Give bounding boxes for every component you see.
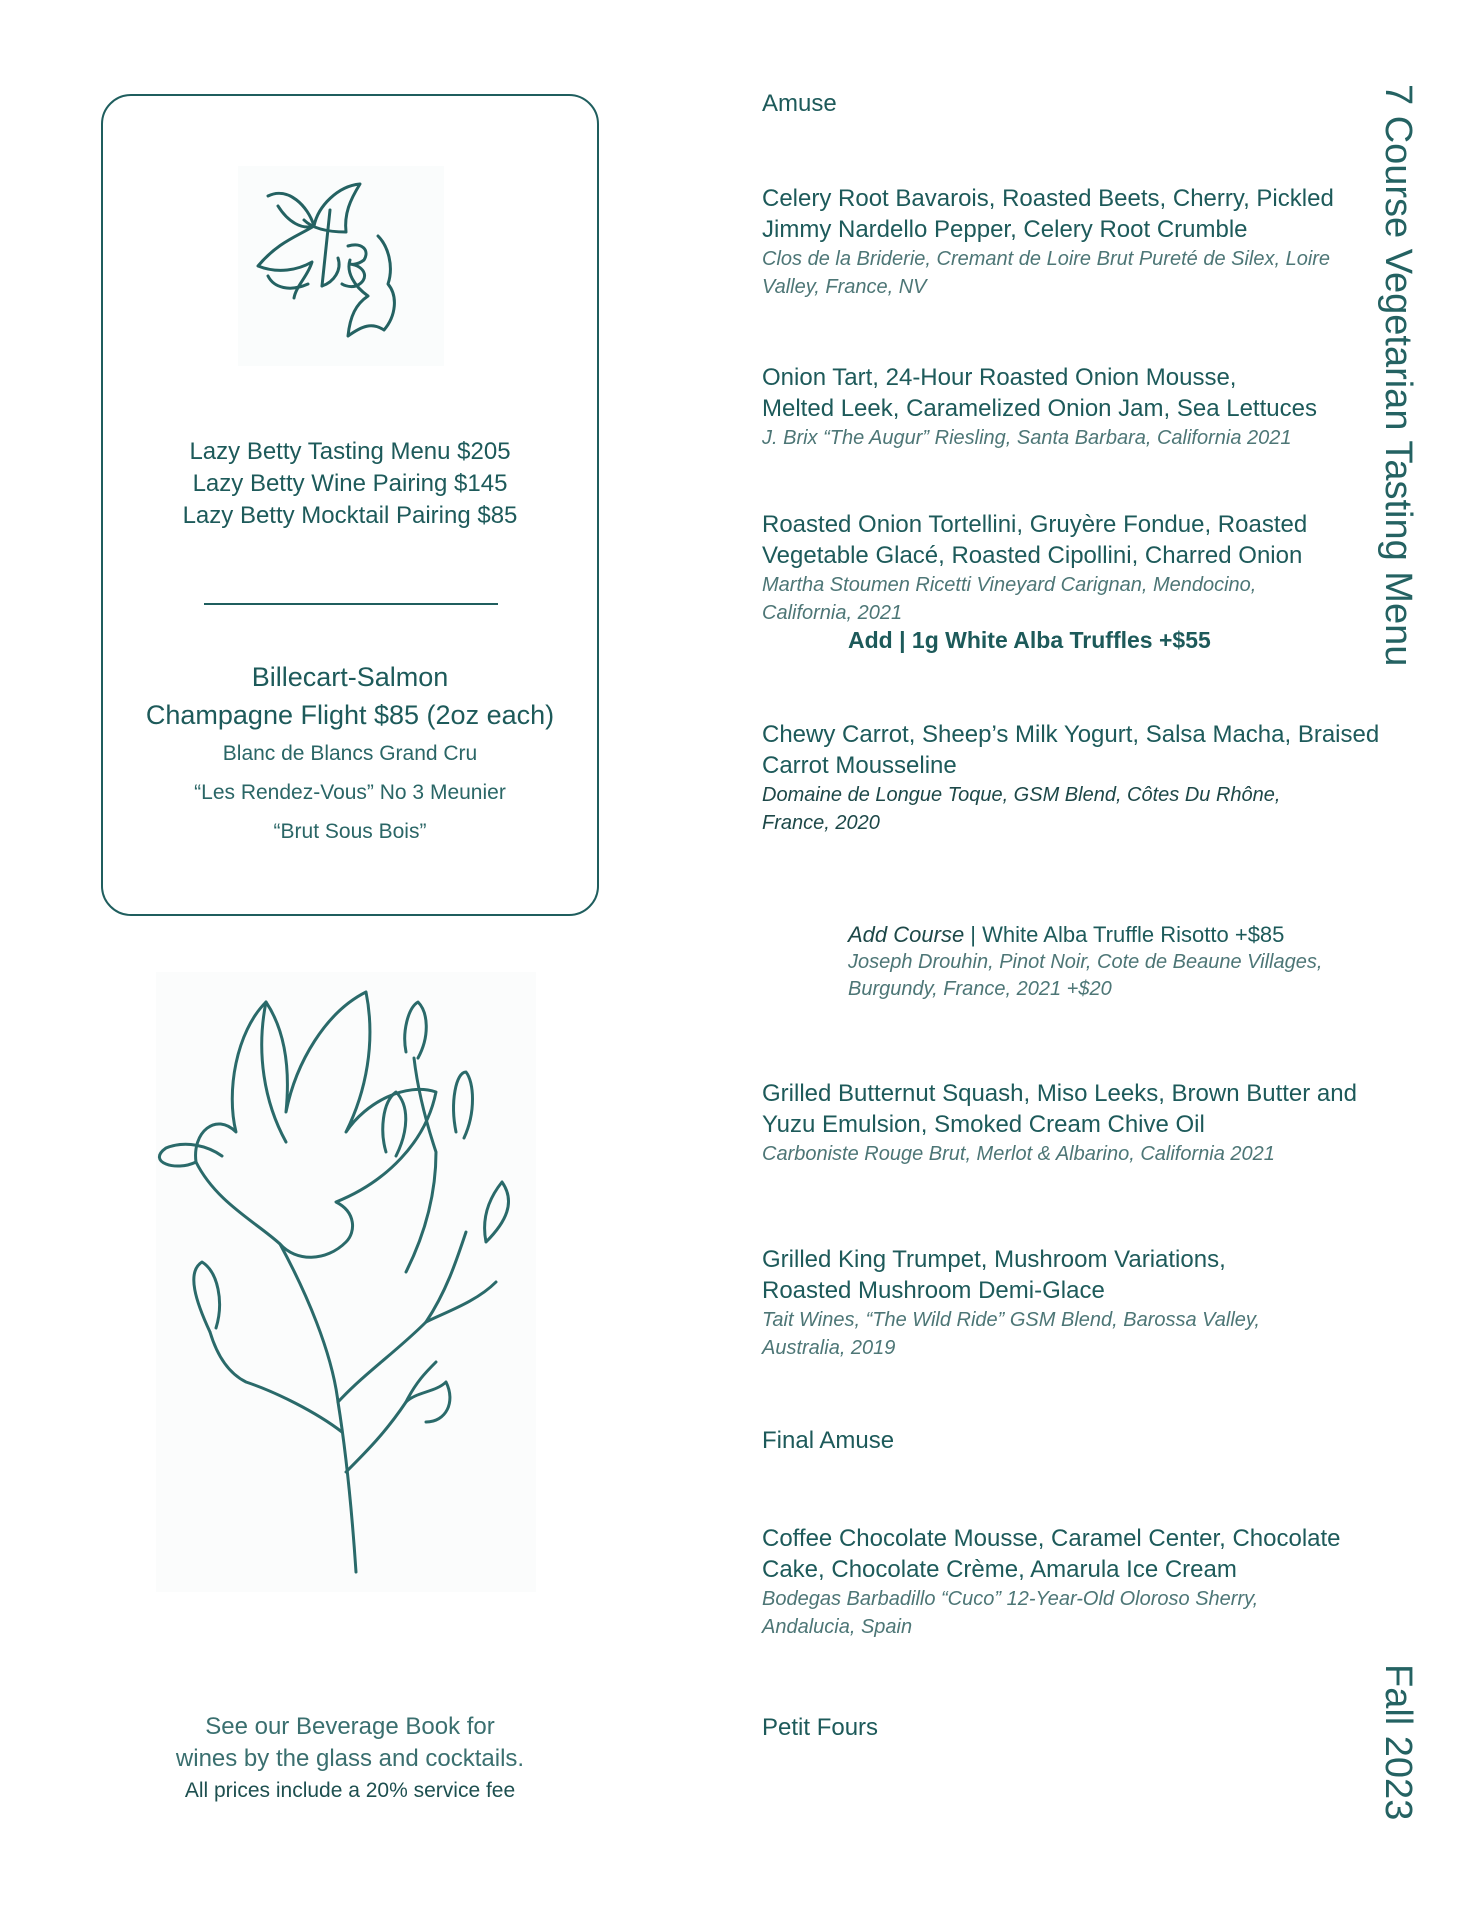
course-title: Celery Root Bavarois, Roasted Beets, Cherry, Pickled bbox=[762, 185, 1334, 212]
course-1 bbox=[762, 183, 1382, 301]
wine-pairing: Martha Stoumen Ricetti Vineyard Carignan, Mendocino, bbox=[762, 574, 1257, 596]
course-title: Onion Tart, 24-Hour Roasted Onion Mousse, bbox=[762, 364, 1237, 391]
course-6 bbox=[762, 1244, 1382, 1362]
course-4 bbox=[762, 719, 1382, 837]
footer-line1: See our Beverage Book for bbox=[205, 1713, 495, 1740]
course-5 bbox=[762, 1078, 1382, 1168]
add-course-line bbox=[848, 921, 1368, 949]
wine-pairing: Valley, France, NV bbox=[762, 276, 927, 298]
course-amuse bbox=[762, 88, 1382, 119]
wine-pairing: Domaine de Longue Toque, GSM Blend, Côtes Du Rhône, bbox=[762, 784, 1281, 806]
wine-pairing: California, 2021 bbox=[762, 602, 903, 624]
course-2 bbox=[762, 362, 1382, 452]
add-course bbox=[848, 921, 1368, 1003]
flight-wine: “Brut Sous Bois” bbox=[273, 820, 427, 843]
flight-title-line2: Champagne Flight $85 (2oz each) bbox=[145, 700, 555, 730]
course-title: Coffee Chocolate Mousse, Caramel Center, Chocolate bbox=[762, 1525, 1341, 1552]
footer-line2: wines by the glass and cocktails. bbox=[175, 1745, 525, 1772]
course-title: Vegetable Glacé, Roasted Cipollini, Charred Onion bbox=[762, 542, 1303, 569]
course-title: Chewy Carrot, Sheep’s Milk Yogurt, Salsa Macha, Braised bbox=[762, 721, 1380, 748]
pricing-list bbox=[101, 436, 599, 532]
course-title: Roasted Mushroom Demi-Glace bbox=[762, 1277, 1105, 1304]
course-title: Carrot Mousseline bbox=[762, 752, 957, 779]
wine-pairing: Bodegas Barbadillo “Cuco” 12-Year-Old Oloroso Sherry, bbox=[762, 1588, 1259, 1610]
wine-pairing: Andalucia, Spain bbox=[762, 1616, 913, 1638]
add-course-separator: | bbox=[964, 922, 983, 947]
course-title: Roasted Onion Tortellini, Gruyère Fondue, Roasted bbox=[762, 511, 1308, 538]
course-title: Amuse bbox=[762, 90, 837, 117]
divider bbox=[204, 603, 498, 605]
course-title: Final Amuse bbox=[762, 1427, 895, 1454]
wine-pairing: Carboniste Rouge Brut, Merlot & Albarino, California 2021 bbox=[762, 1143, 1275, 1165]
course-title: Yuzu Emulsion, Smoked Cream Chive Oil bbox=[762, 1111, 1205, 1138]
add-course-wine: Burgundy, France, 2021 +$20 bbox=[848, 978, 1112, 1000]
wine-pairing: Tait Wines, “The Wild Ride” GSM Blend, Barossa Valley, bbox=[762, 1309, 1260, 1331]
magnolia-illustration bbox=[156, 972, 536, 1592]
course-title: Melted Leek, Caramelized Onion Jam, Sea Lettuces bbox=[762, 395, 1317, 422]
season-vertical: Fall 2023 bbox=[1377, 1664, 1419, 1821]
course-final-amuse bbox=[762, 1425, 1382, 1456]
wine-pairing-price: Lazy Betty Wine Pairing $145 bbox=[192, 470, 508, 497]
course-title: Grilled Butternut Squash, Miso Leeks, Brown Butter and bbox=[762, 1080, 1357, 1107]
course-title: Grilled King Trumpet, Mushroom Variations, bbox=[762, 1246, 1226, 1273]
menu-title-vertical: 7 Course Vegetarian Tasting Menu bbox=[1377, 84, 1419, 667]
truffle-addon: Add | 1g White Alba Truffles +$55 bbox=[848, 627, 1211, 653]
champagne-flight bbox=[101, 658, 599, 851]
course-title: Cake, Chocolate Crème, Amarula Ice Cream bbox=[762, 1556, 1237, 1583]
lb-monogram-logo bbox=[238, 166, 444, 366]
course-title: Jimmy Nardello Pepper, Celery Root Crumble bbox=[762, 216, 1248, 243]
flight-title-line1: Billecart-Salmon bbox=[251, 662, 449, 692]
wine-pairing: Australia, 2019 bbox=[762, 1337, 896, 1359]
wine-pairing: J. Brix “The Augur” Riesling, Santa Barbara, California 2021 bbox=[762, 427, 1292, 449]
course-title: Petit Fours bbox=[762, 1714, 879, 1741]
service-fee-note: All prices include a 20% service fee bbox=[184, 1779, 516, 1802]
course-petit-fours bbox=[762, 1712, 1382, 1743]
flight-wine: Blanc de Blancs Grand Cru bbox=[222, 742, 478, 765]
add-course-item: White Alba Truffle Risotto +$85 bbox=[982, 922, 1285, 947]
add-course-wine: Joseph Drouhin, Pinot Noir, Cote de Beaune Villages, bbox=[848, 951, 1323, 973]
footer-note bbox=[101, 1711, 599, 1807]
wine-pairing: France, 2020 bbox=[762, 812, 880, 834]
wine-pairing: Clos de la Briderie, Cremant de Loire Brut Pureté de Silex, Loire bbox=[762, 248, 1331, 270]
flight-wine: “Les Rendez-Vous” No 3 Meunier bbox=[194, 781, 506, 804]
course-3 bbox=[762, 509, 1382, 627]
mocktail-pairing-price: Lazy Betty Mocktail Pairing $85 bbox=[182, 502, 518, 529]
course-dessert bbox=[762, 1523, 1382, 1641]
tasting-menu-price: Lazy Betty Tasting Menu $205 bbox=[189, 438, 511, 465]
add-course-label: Add Course bbox=[848, 922, 965, 947]
